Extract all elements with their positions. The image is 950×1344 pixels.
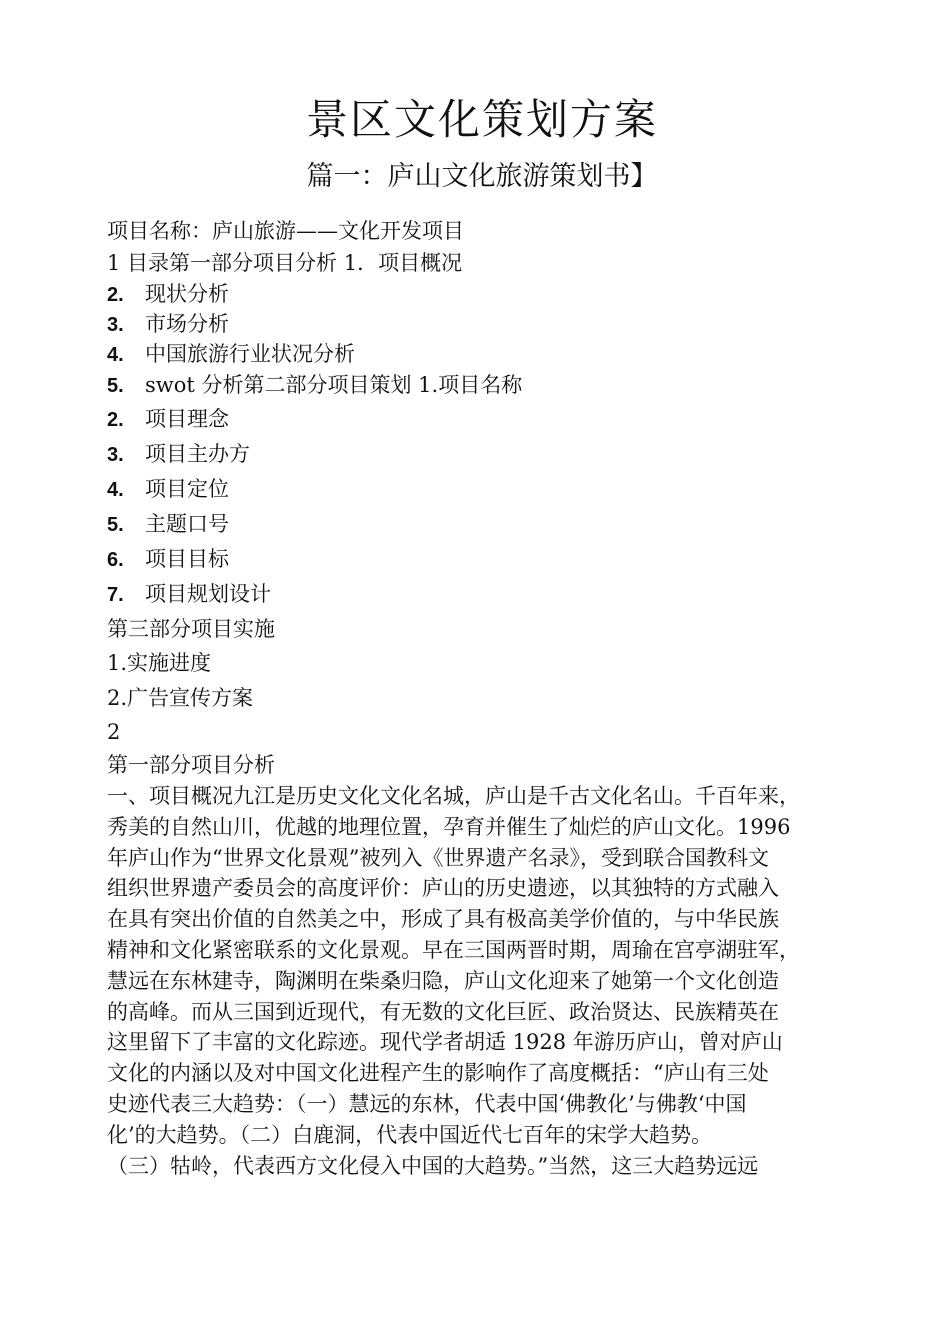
part3-heading: 第三部分项目实施 <box>107 617 275 641</box>
toc-item-number: 6. <box>107 549 124 571</box>
toc-item-number: 4. <box>107 344 124 366</box>
document-title: 景区文化策划方案 <box>305 95 658 144</box>
body-line: 慧远在东林建寺，陶渊明在柴桑归隐，庐山文化迎来了她第一个文化创造 <box>107 968 779 993</box>
toc-first-line: 1 目录第一部分项目分析 1．项目概况 <box>107 251 463 275</box>
toc-item-text: 项目规划设计 <box>145 582 271 606</box>
body-line: 秀美的自然山川，优越的地理位置，孕育并催生了灿烂的庐山文化。1996 <box>107 814 791 839</box>
part3-item: 1.实施进度 <box>107 651 212 675</box>
toc-item-text: swot 分析第二部分项目策划 1.项目名称 <box>145 373 523 397</box>
body-line: （三）牯岭，代表西方文化侵入中国的大趋势。”当然，这三大趋势远远 <box>107 1153 759 1178</box>
body-line: 化’的大趋势。（二）白鹿洞，代表中国近代七百年的宋学大趋势。 <box>107 1122 713 1147</box>
toc-item-number: 4. <box>107 479 124 501</box>
toc-item-text: 现状分析 <box>145 282 229 306</box>
toc-item <box>107 579 271 610</box>
body-paragraph <box>107 781 867 1181</box>
toc-item-text: 项目定位 <box>145 477 229 501</box>
toc-item-number: 3. <box>107 314 124 336</box>
toc-item <box>107 279 229 310</box>
toc-item-number: 7. <box>107 584 124 606</box>
body-line: 精神和文化紧密联系的文化景观。早在三国两晋时期，周瑜在宫亭湖驻军， <box>107 937 800 962</box>
toc-item-number: 5. <box>107 514 124 536</box>
toc-item <box>107 474 229 505</box>
body-line: 史迹代表三大趋势：（一）慧远的东林，代表中国‘佛教化’与佛教‘中国 <box>107 1091 747 1116</box>
toc-item-number: 2. <box>107 409 124 431</box>
toc-item-number: 5. <box>107 375 124 397</box>
body-line: 这里留下了丰富的文化踪迹。现代学者胡适 1928 年游历庐山，曾对庐山 <box>107 1030 783 1055</box>
toc-item-number: 2. <box>107 284 124 306</box>
body-line: 组织世界遗产委员会的高度评价：庐山的历史遗迹，以其独特的方式融入 <box>107 876 779 901</box>
body-line: 的高峰。而从三国到近现代，有无数的文化巨匠、政治贤达、民族精英在 <box>107 999 779 1024</box>
body-line: 文化的内涵以及对中国文化进程产生的影响作了高度概括：“庐山有三处 <box>107 1061 769 1086</box>
toc-item-number: 3. <box>107 444 124 466</box>
part3-item: 2.广告宣传方案 <box>107 686 254 710</box>
document-subtitle: 篇一：庐山文化旅游策划书】 <box>306 161 658 192</box>
page-number: 2 <box>107 720 121 744</box>
toc-item-text: 市场分析 <box>145 312 229 336</box>
toc-item <box>107 404 229 435</box>
body-line: 一、项目概况九江是历史文化文化名城，庐山是千古文化名山。千百年来， <box>107 784 800 808</box>
body-line: 在具有突出价值的自然美之中，形成了具有极高美学价值的，与中华民族 <box>107 907 779 932</box>
toc-item <box>107 309 229 340</box>
toc-item-text: 项目目标 <box>145 547 229 571</box>
toc-item <box>107 509 229 540</box>
toc-item-text: 项目理念 <box>145 407 229 431</box>
toc-item <box>107 439 250 470</box>
toc-item <box>107 370 522 401</box>
toc-item <box>107 544 229 575</box>
toc-item <box>107 339 355 370</box>
toc-item-text: 中国旅游行业状况分析 <box>145 342 355 366</box>
toc-item-text: 主题口号 <box>145 512 229 536</box>
part1-heading: 第一部分项目分析 <box>107 753 275 777</box>
toc-item-text: 项目主办方 <box>145 442 250 466</box>
project-name: 项目名称：庐山旅游——文化开发项目 <box>107 219 464 243</box>
body-line: 年庐山作为“世界文化景观”被列入《世界遗产名录》，受到联合国教科文 <box>107 845 769 870</box>
